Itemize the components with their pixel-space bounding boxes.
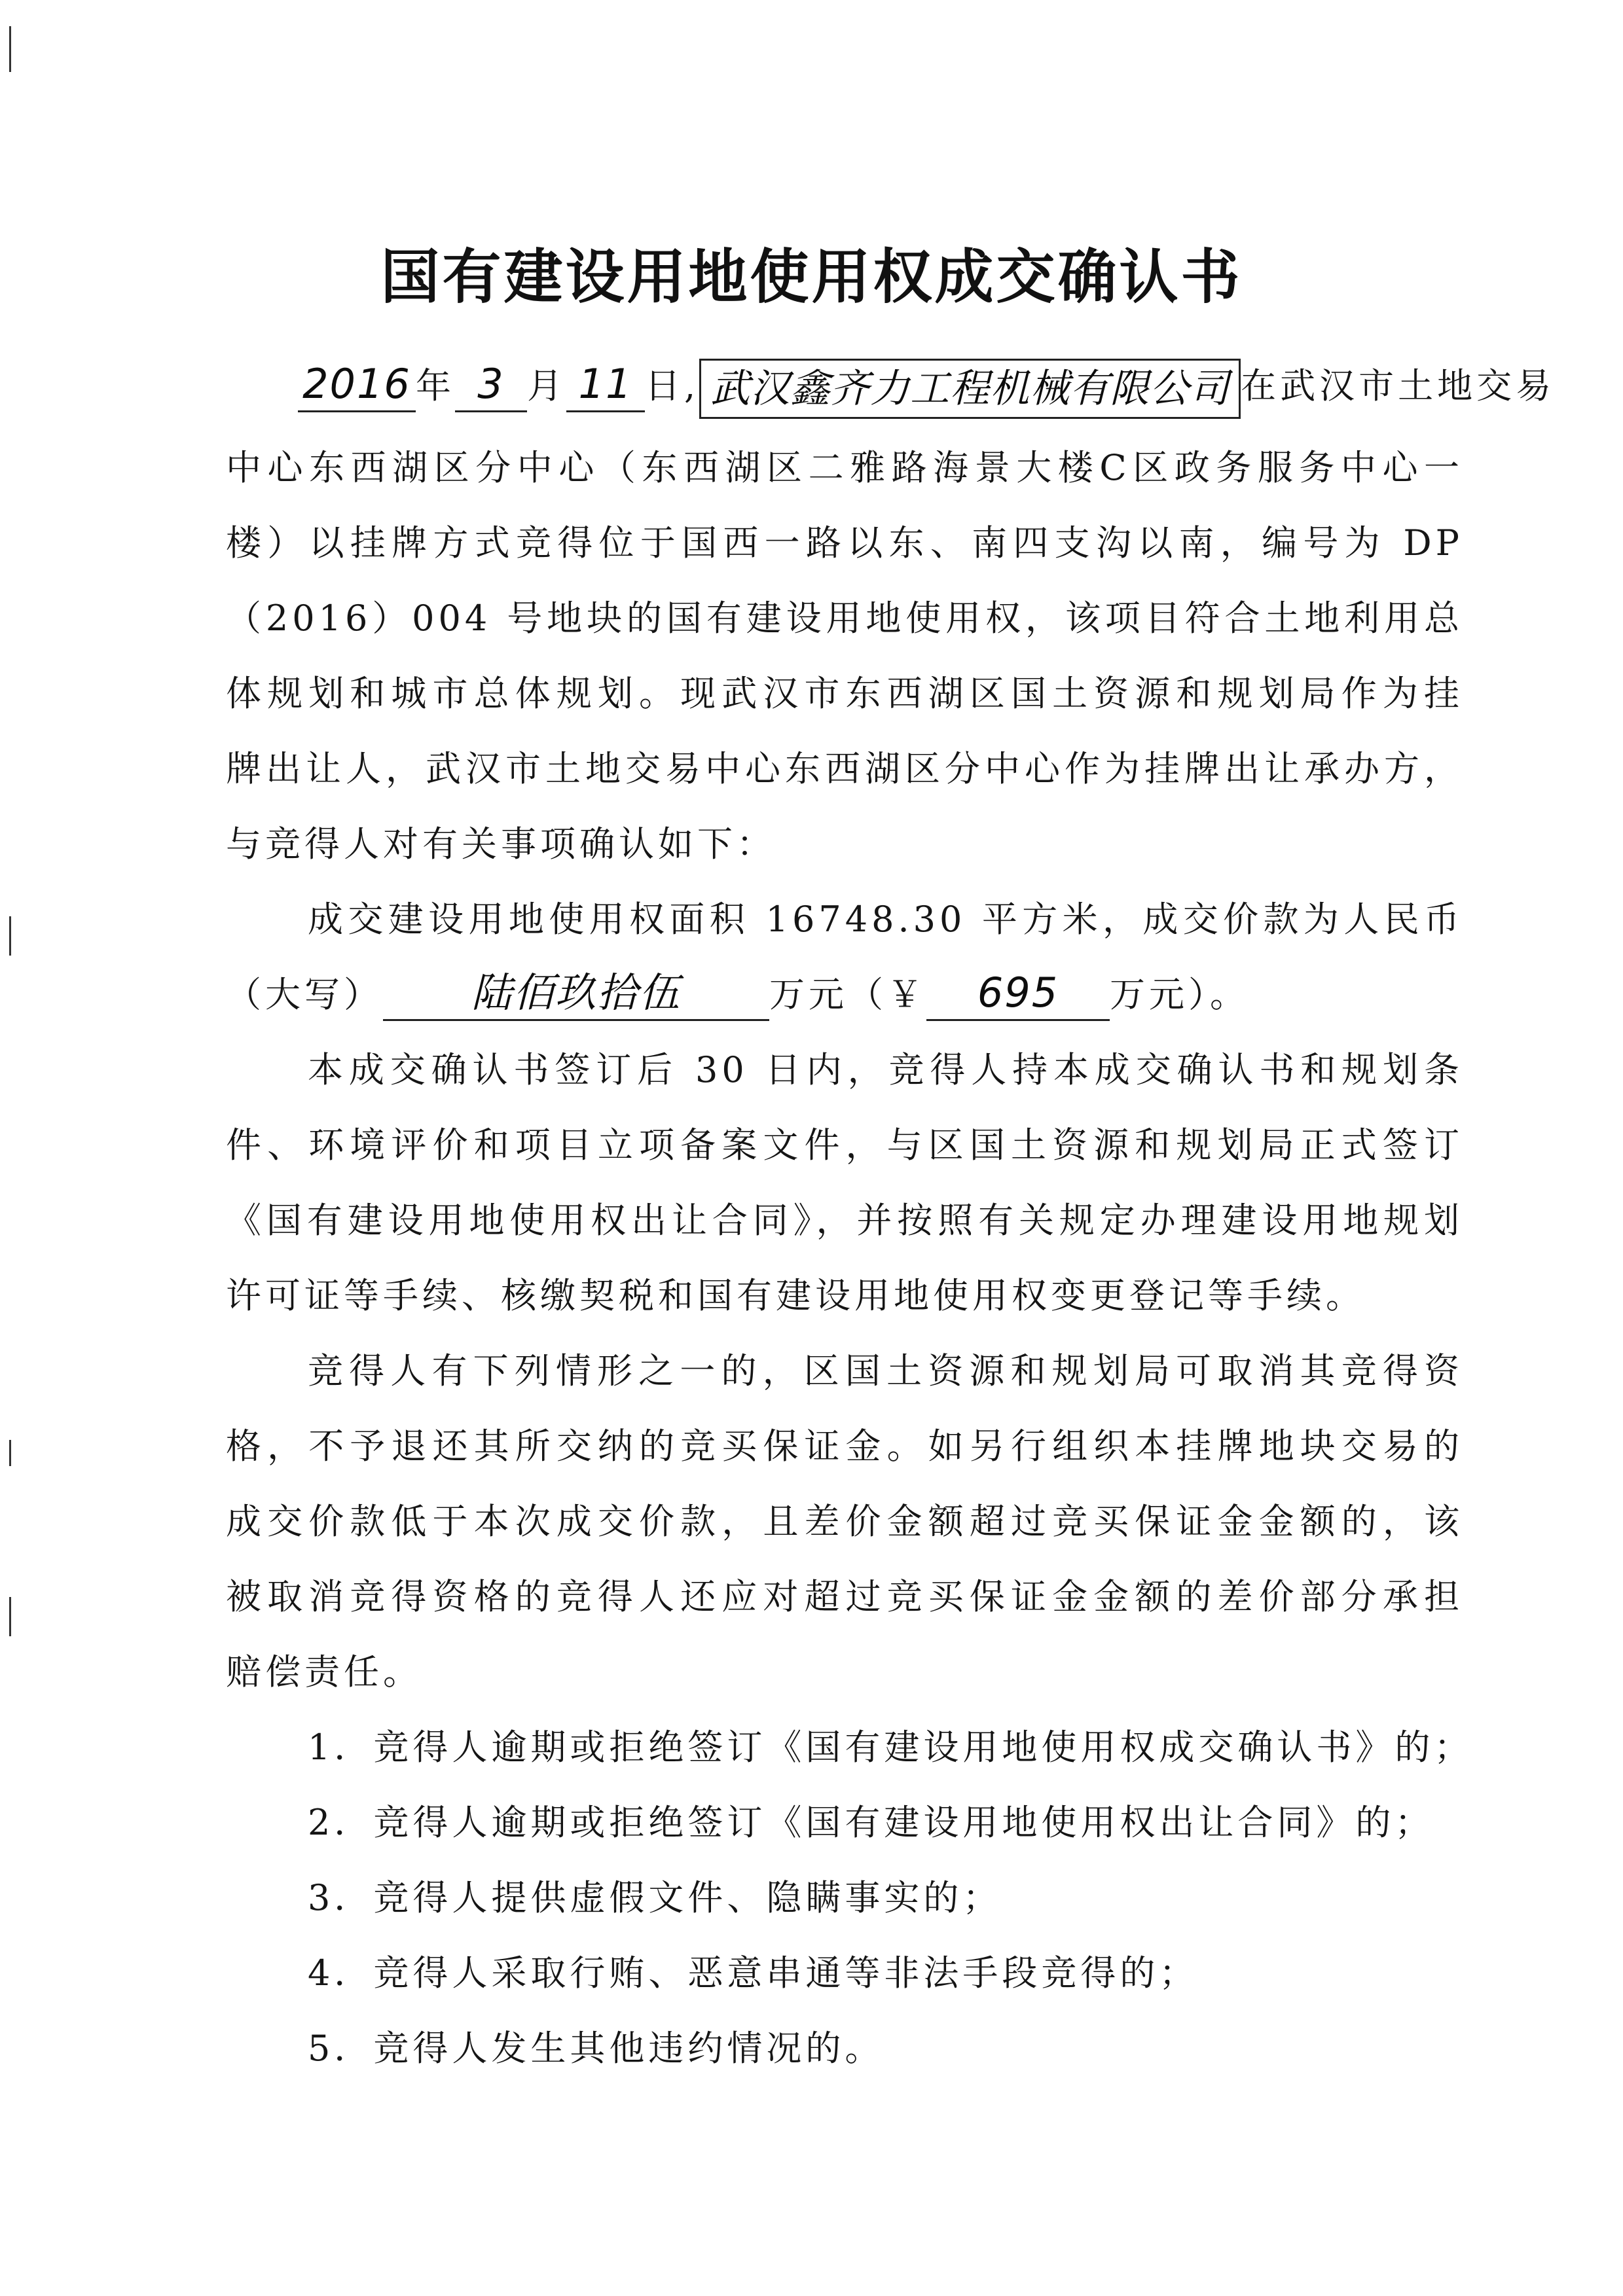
day-unit: 日, (645, 365, 700, 406)
paragraph1-line: 楼）以挂牌方式竞得位于国西一路以东、南四支沟以南，编号为 DP (226, 522, 1463, 564)
paragraph1-line: 牌出让人，武汉市土地交易中心东西湖区分中心作为挂牌出让承办方， (226, 748, 1463, 789)
document-title: 国有建设用地使用权成交确认书 (380, 243, 1243, 312)
price-mid: 万元（￥ (769, 974, 926, 1015)
paragraph1-line: 中心东西湖区分中心（东西湖区二雅路海景大楼C区政务服务中心一 (226, 447, 1463, 488)
header-tail: 在武汉市土地交易 (1241, 365, 1556, 406)
amount-number-field: 695 (926, 967, 1110, 1021)
paragraph1-line: 体规划和城市总体规划。现武汉市东西湖区国土资源和规划局作为挂 (226, 673, 1463, 714)
paragraph4-line: 被取消竞得资格的竞得人还应对超过竞买保证金金额的差价部分承担 (226, 1576, 1463, 1617)
list-item: 4．竞得人采取行贿、恶意串通等非法手段竞得的； (308, 1952, 1199, 1994)
price-amount-line (226, 962, 1463, 1028)
month-field: 3 (455, 358, 527, 412)
month-unit: 月 (527, 365, 566, 406)
scan-artifact (9, 916, 11, 956)
day-field: 11 (566, 358, 645, 412)
header-line (298, 353, 1556, 419)
paragraph4-line: 竞得人有下列情形之一的，区国土资源和规划局可取消其竞得资 (308, 1350, 1463, 1391)
amount-in-words-field: 陆佰玖拾伍 (383, 967, 769, 1021)
paragraph3-line: 《国有建设用地使用权出让合同》，并按照有关规定办理建设用地规划 (226, 1200, 1463, 1241)
company-name-stamp: 武汉鑫齐力工程机械有限公司 (699, 359, 1241, 419)
year-unit: 年 (416, 365, 455, 406)
price-suffix: 万元）。 (1110, 974, 1249, 1015)
paragraph1-line: （2016）004 号地块的国有建设用地使用权，该项目符合土地利用总 (226, 598, 1463, 639)
paragraph4-line: 赔偿责任。 (226, 1651, 422, 1693)
paragraph3-line: 件、环境评价和项目立项备案文件，与区国土资源和规划局正式签订 (226, 1124, 1463, 1166)
scan-artifact (9, 26, 11, 72)
paragraph3-line: 许可证等手续、核缴契税和国有建设用地使用权变更登记等手续。 (226, 1275, 1365, 1316)
paragraph4-line: 格，不予退还其所交纳的竞买保证金。如另行组织本挂牌地块交易的 (226, 1426, 1463, 1467)
price-line: 成交建设用地使用权面积 16748.30 平方米，成交价款为人民币 (308, 899, 1463, 940)
price-prefix: （大写） (226, 974, 383, 1015)
list-item: 1．竞得人逾期或拒绝签订《国有建设用地使用权成交确认书》的； (308, 1727, 1474, 1768)
list-item: 3．竞得人提供虚假文件、隐瞒事实的； (308, 1877, 1002, 1918)
paragraph3-line: 本成交确认书签订后 30 日内，竞得人持本成交确认书和规划条 (308, 1049, 1463, 1090)
list-item: 2．竞得人逾期或拒绝签订《国有建设用地使用权出让合同》的； (308, 1802, 1434, 1843)
list-item: 5．竞得人发生其他违约情况的。 (308, 2028, 884, 2069)
year-field: 2016 (298, 358, 416, 412)
scan-artifact (9, 1440, 11, 1466)
paragraph4-line: 成交价款低于本次成交价款，且差价金额超过竞买保证金金额的，该 (226, 1501, 1463, 1542)
scan-artifact (9, 1597, 11, 1636)
paragraph1-line: 与竞得人对有关事项确认如下： (226, 823, 776, 865)
